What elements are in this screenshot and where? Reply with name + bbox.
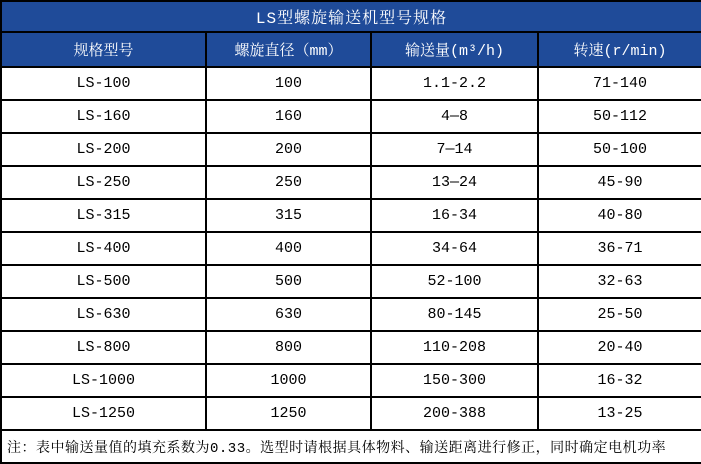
table-cell: 150-300 — [371, 364, 538, 397]
table-cell: LS-500 — [1, 265, 206, 298]
table-cell: 52-100 — [371, 265, 538, 298]
table-cell: 40-80 — [538, 199, 701, 232]
table-cell: 16-32 — [538, 364, 701, 397]
table-row — [1, 67, 701, 100]
table-cell: 1.1-2.2 — [371, 67, 538, 100]
table-cell: 110-208 — [371, 331, 538, 364]
table-cell: LS-250 — [1, 166, 206, 199]
table-row — [1, 331, 701, 364]
table-cell: 200 — [206, 133, 371, 166]
table-cell: 160 — [206, 100, 371, 133]
table-cell: 400 — [206, 232, 371, 265]
column-header-capacity: 输送量(m³/h) — [371, 32, 538, 67]
table-cell: 80-145 — [371, 298, 538, 331]
table-row — [1, 232, 701, 265]
table-cell: 315 — [206, 199, 371, 232]
table-note-row — [1, 430, 701, 463]
table-cell: 25-50 — [538, 298, 701, 331]
table-cell: LS-160 — [1, 100, 206, 133]
table-row — [1, 199, 701, 232]
table-cell: 45-90 — [538, 166, 701, 199]
column-header-speed: 转速(r/min) — [538, 32, 701, 67]
table-cell: 800 — [206, 331, 371, 364]
table-row — [1, 265, 701, 298]
table-cell: 16-34 — [371, 199, 538, 232]
table-header-row — [1, 32, 701, 67]
table-cell: 32-63 — [538, 265, 701, 298]
table-cell: 100 — [206, 67, 371, 100]
column-header-diameter: 螺旋直径（mm） — [206, 32, 371, 67]
table-cell: 200-388 — [371, 397, 538, 430]
table-row — [1, 166, 701, 199]
table-cell: 4—8 — [371, 100, 538, 133]
table-cell: 20-40 — [538, 331, 701, 364]
table-title: LS型螺旋输送机型号规格 — [1, 1, 701, 32]
table-cell: 71-140 — [538, 67, 701, 100]
table-cell: LS-800 — [1, 331, 206, 364]
table-cell: 7—14 — [371, 133, 538, 166]
table-row — [1, 133, 701, 166]
table-row — [1, 298, 701, 331]
table-cell: LS-1000 — [1, 364, 206, 397]
table-cell: 630 — [206, 298, 371, 331]
table-note: 注：表中输送量值的填充系数为0.33。选型时请根据具体物料、输送距离进行修正，同时确定电机功率 — [1, 430, 701, 463]
table-cell: 50-112 — [538, 100, 701, 133]
table-cell: LS-100 — [1, 67, 206, 100]
table-title-row — [1, 1, 701, 32]
table-body — [1, 67, 701, 430]
table-cell: 50-100 — [538, 133, 701, 166]
table-row — [1, 397, 701, 430]
table-cell: 34-64 — [371, 232, 538, 265]
table-cell: 1000 — [206, 364, 371, 397]
table-row — [1, 100, 701, 133]
table-cell: 250 — [206, 166, 371, 199]
table-cell: LS-400 — [1, 232, 206, 265]
column-header-model: 规格型号 — [1, 32, 206, 67]
table-cell: 13—24 — [371, 166, 538, 199]
table-cell: LS-315 — [1, 199, 206, 232]
table-cell: 500 — [206, 265, 371, 298]
table-cell: 1250 — [206, 397, 371, 430]
table-cell: 13-25 — [538, 397, 701, 430]
table-row — [1, 364, 701, 397]
table-cell: LS-1250 — [1, 397, 206, 430]
table-cell: 36-71 — [538, 232, 701, 265]
table-cell: LS-200 — [1, 133, 206, 166]
table-cell: LS-630 — [1, 298, 206, 331]
